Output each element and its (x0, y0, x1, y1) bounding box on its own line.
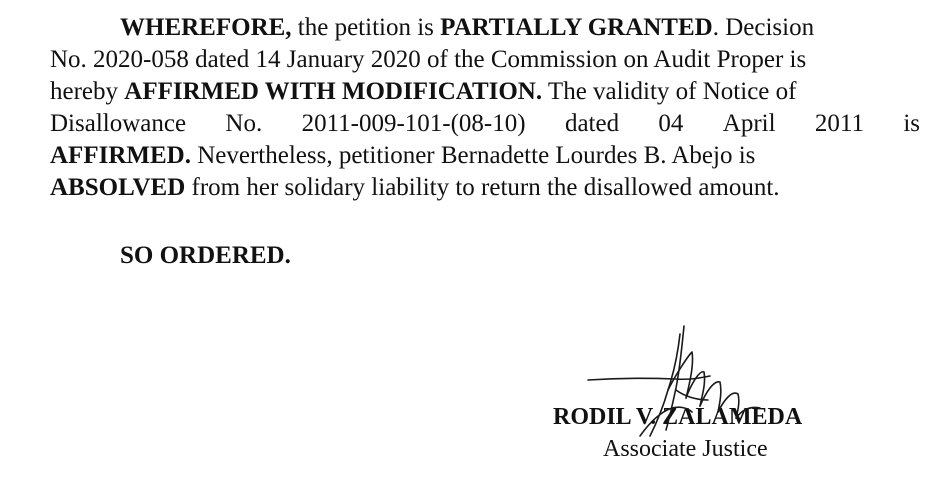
paragraph-line-4 (50, 108, 920, 140)
paragraph-line-6 (50, 172, 920, 204)
handwritten-signature-icon (580, 312, 780, 487)
line-5-text: Nevertheless, petitioner Bernadette Lourdes B. Abejo is (190, 142, 756, 169)
paragraph-line-3 (50, 76, 920, 108)
dispositive-paragraph (50, 12, 920, 204)
line-1-text-a: the petition is (291, 14, 441, 41)
line-1-text-b: . Decision (712, 14, 815, 41)
paragraph-line-2 (50, 44, 920, 76)
signatory-title: Associate Justice (603, 436, 768, 462)
justified-word: dated (564, 110, 620, 137)
partially-granted-text: PARTIALLY GRANTED (440, 14, 713, 41)
so-ordered-text: SO ORDERED. (120, 242, 291, 269)
affirmed-text: AFFIRMED. (50, 142, 191, 169)
signatory-name: RODIL V. ZALAMEDA (553, 404, 803, 430)
line-3-text-a: hereby (50, 78, 125, 105)
justified-word: No. (225, 110, 263, 137)
line-2-text: No. 2020-058 dated 14 January 2020 of the Commission on Audit Proper is (50, 46, 807, 73)
justified-word: April (722, 110, 776, 137)
justified-word: 04 (658, 110, 684, 137)
justified-word: is (903, 110, 920, 137)
line-6-text: from her solidary liability to return the disallowed amount. (185, 174, 780, 201)
justified-word: 2011 (814, 110, 864, 137)
justified-word: 2011-009-101-(08-10) (301, 110, 526, 137)
paragraph-line-5 (50, 140, 920, 172)
line-3-text-b: The validity of Notice of (542, 78, 797, 105)
affirmed-with-modification-text: AFFIRMED WITH MODIFICATION. (124, 78, 543, 105)
paragraph-line-1 (50, 12, 920, 44)
wherefore-text: WHEREFORE, (120, 14, 292, 41)
absolved-text: ABSOLVED (50, 174, 186, 201)
justified-word: Disallowance (50, 110, 187, 137)
